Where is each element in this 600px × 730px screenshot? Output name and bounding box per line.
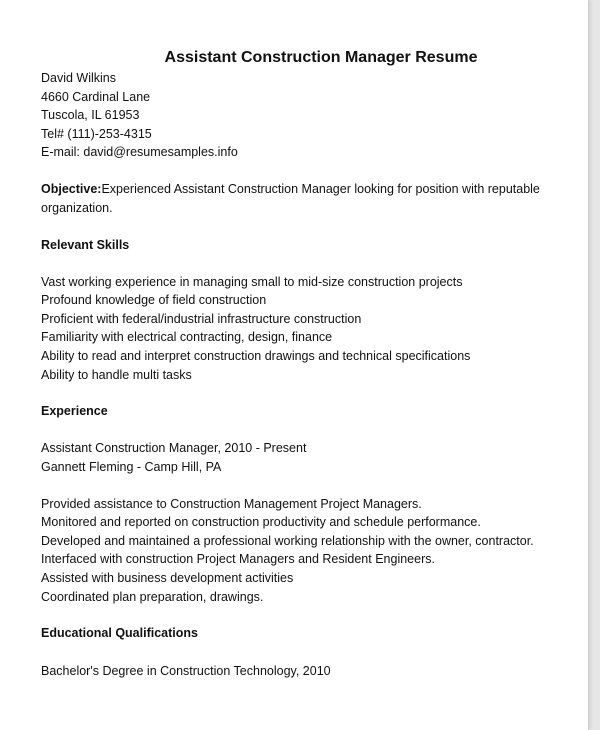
skill-item: Vast working experience in managing small to mid-size construction projects [41,275,463,289]
duty-item: Interfaced with construction Project Managers and Resident Engineers. [41,552,435,566]
skill-item: Ability to handle multi tasks [41,368,192,382]
objective-line1 [41,182,540,197]
objective-text: Experienced Assistant Construction Manager looking for position with reputable [101,182,540,196]
skill-item: Proficient with federal/industrial infrastructure construction [41,312,362,326]
objective-text-continued: organization. [41,201,113,215]
skill-item: Familiarity with electrical contracting, design, finance [41,330,333,344]
duty-item: Developed and maintained a professional working relationship with the owner, contractor. [41,534,534,548]
contact-name: David Wilkins [41,71,117,85]
experience-position: Assistant Construction Manager, 2010 - Present [41,441,307,455]
duty-item: Monitored and reported on construction productivity and schedule performance. [41,515,481,529]
duty-item: Provided assistance to Construction Management Project Managers. [41,497,422,511]
education-degree: Bachelor's Degree in Construction Technology, 2010 [41,664,331,678]
duty-item: Coordinated plan preparation, drawings. [41,590,264,604]
experience-company: Gannett Fleming - Camp Hill, PA [41,460,222,474]
skill-item: Profound knowledge of field construction [41,293,267,307]
skills-heading: Relevant Skills [41,238,130,252]
contact-address-line2: Tuscola, IL 61953 [41,108,140,122]
resume-title: Assistant Construction Manager Resume [164,49,478,66]
contact-email: E-mail: david@resumesamples.info [41,145,238,159]
skill-item: Ability to read and interpret construction drawings and technical specifications [41,349,471,363]
contact-address-line1: 4660 Cardinal Lane [41,90,151,104]
education-heading: Educational Qualifications [41,626,198,640]
duty-item: Assisted with business development activities [41,571,294,585]
objective-label: Objective: [41,182,102,196]
contact-phone: Tel# (111)-253-4315 [41,127,152,141]
experience-heading: Experience [41,404,108,418]
